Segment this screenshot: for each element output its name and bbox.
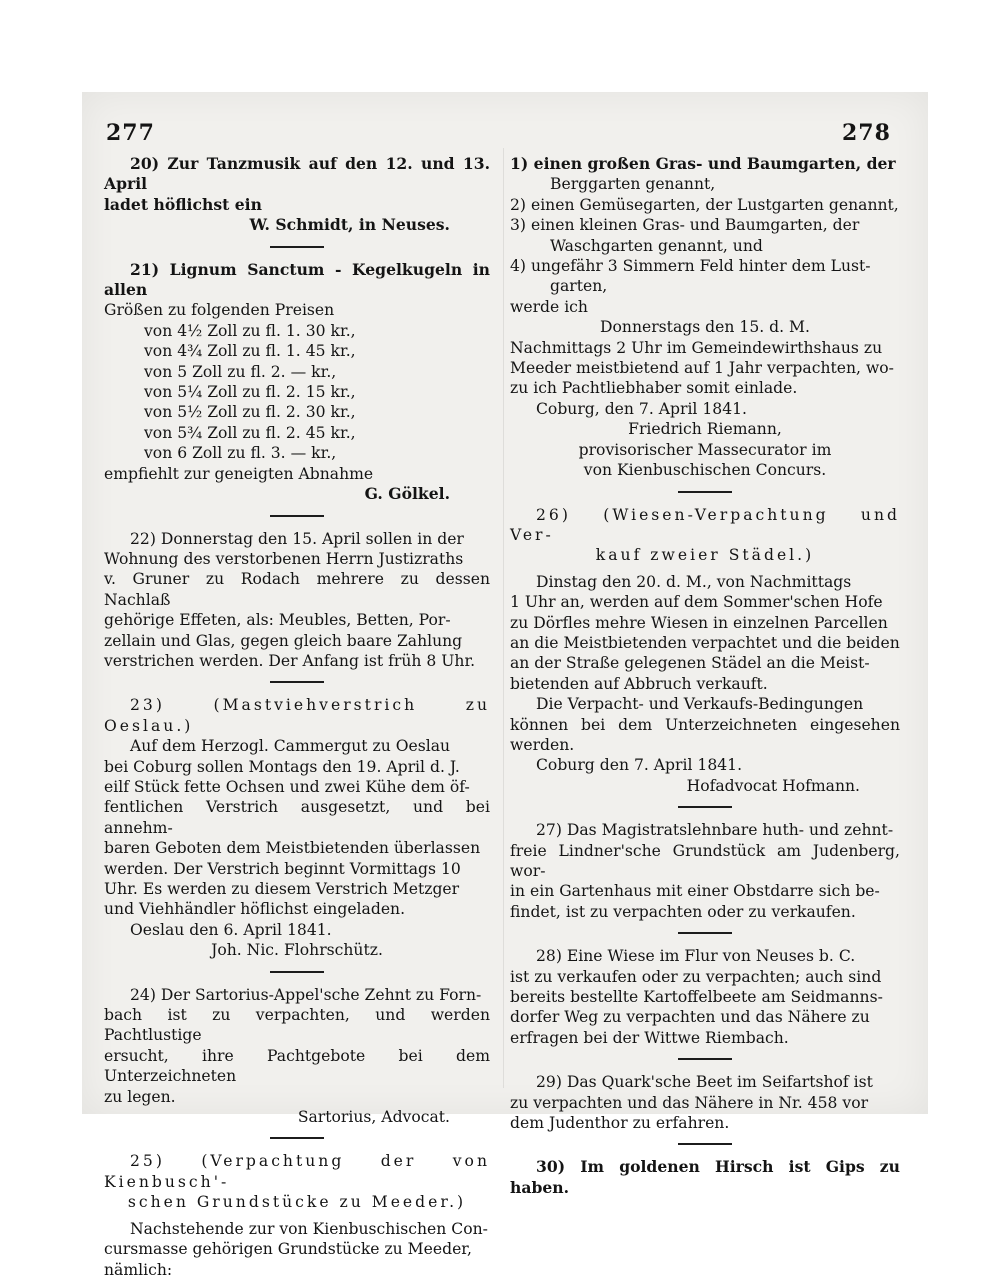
divider <box>678 1143 732 1145</box>
notice-24-line: bach ist zu verpachten, und werden Pachtlustige <box>104 1006 490 1045</box>
notice-25-line: zu ich Pachtliebhaber somit einlade. <box>510 379 798 398</box>
notice-21-signature: G. Gölkel. <box>364 484 450 504</box>
notice-23-signature: Joh. Nic. Flohrschütz. <box>211 941 383 960</box>
notice-22-line: Wohnung des verstorbenen Herrn Justizraths <box>104 549 464 568</box>
notice-21-line: empfiehlt zur geneigten Abnahme <box>104 464 374 483</box>
divider <box>270 681 324 683</box>
price-list-item: von 6 Zoll zu fl. 3. — kr., <box>144 444 337 463</box>
divider <box>678 806 732 808</box>
notice-26-line: zu Dörfles mehre Wiesen in einzelnen Parcellen <box>510 613 888 632</box>
notice-26-line: Dinstag den 20. d. M., von Nachmittags <box>536 572 852 591</box>
notice-25 <box>104 1151 490 1279</box>
divider <box>678 1058 732 1060</box>
notice-25-date-heading: Donnerstags den 15. d. M. <box>600 318 810 337</box>
notice-22-line: 22) Donnerstag den 15. April sollen in der <box>130 529 464 548</box>
price-list-item: von 5¼ Zoll zu fl. 2. 15 kr., <box>144 383 356 402</box>
notice-20-line: 20) Zur Tanzmusik auf den 12. und 13. April <box>104 154 490 194</box>
notice-26-heading: kauf zweier Städel.) <box>595 546 815 565</box>
page-number-right: 278 <box>842 120 891 146</box>
notice-24-line: 24) Der Sartorius-Appel'sche Zehnt zu Forn- <box>130 985 482 1004</box>
notice-29-line: dem Judenthor zu erfahren. <box>510 1114 730 1133</box>
notice-25-line: Meeder meistbietend auf 1 Jahr verpachten, wo- <box>510 359 894 378</box>
notice-21-line: 21) Lignum Sanctum - Kegelkugeln in allen <box>104 259 490 300</box>
notice-23-line: bei Coburg sollen Montags den 19. April d. J. <box>104 757 460 776</box>
notice-24-signature: Sartorius, Advocat. <box>297 1108 450 1127</box>
notice-23-line: Uhr. Es werden zu diesem Verstrich Metzger <box>104 880 460 898</box>
notice-25-line: Nachstehende zur von Kienbuschischen Con- <box>130 1219 488 1238</box>
notice-23-line: baren Geboten dem Meistbietenden überlassen <box>104 839 481 858</box>
notice-29-line: zu verpachten und das Nähere in Nr. 458 vor <box>510 1093 869 1112</box>
page-number-left: 277 <box>106 120 155 146</box>
notice-22 <box>104 529 490 672</box>
notice-25-line: Nachmittags 2 Uhr im Gemeindewirthshaus zu <box>510 338 883 357</box>
notice-25-heading: schen Grundstücke zu Meeder.) <box>127 1193 467 1212</box>
price-list-item: von 4½ Zoll zu fl. 1. 30 kr., <box>144 321 356 340</box>
divider <box>678 491 732 493</box>
notice-20-line: ladet höflichst ein <box>104 194 262 214</box>
notice-27-line: in ein Gartenhaus mit einer Obstdarre sich be- <box>510 882 880 901</box>
notice-20-signature: W. Schmidt, in Neuses. <box>249 215 450 235</box>
notice-22-line: gehörige Effeten, als: Meubles, Betten, Por- <box>104 611 451 630</box>
price-list-item: von 5½ Zoll zu fl. 2. 30 kr., <box>144 403 356 422</box>
notice-28 <box>510 946 900 1048</box>
notice-25-date: Coburg, den 7. April 1841. <box>536 399 748 418</box>
notice-28-line: erfragen bei der Wittwe Riembach. <box>510 1028 789 1047</box>
notice-26-line: an die Meistbietenden verpachtet und die beiden <box>510 633 900 652</box>
notice-28-line: 28) Eine Wiese im Flur von Neuses b. C. <box>536 947 856 966</box>
parcel-item: 4) ungefähr 3 Simmern Feld hinter dem Lust- <box>510 257 871 276</box>
notice-25-signature: von Kienbuschischen Concurs. <box>583 461 827 480</box>
column-gutter <box>503 148 504 1088</box>
price-list-item: von 5¾ Zoll zu fl. 2. 45 kr., <box>144 423 356 442</box>
notice-22-line: v. Gruner zu Rodach mehrere zu dessen Nachlaß <box>104 570 490 609</box>
parcel-item: Waschgarten genannt, und <box>550 236 763 255</box>
notice-26-line: an der Straße gelegenen Städel an die Meist- <box>510 654 870 673</box>
notice-26-signature: Hofadvocat Hofmann. <box>686 776 860 795</box>
notice-23-line: eilf Stück fette Ochsen und zwei Kühe dem öf- <box>104 777 470 796</box>
notice-26-line: 1 Uhr an, werden auf dem Sommer'schen Hofe <box>510 593 883 612</box>
notice-28-line: dorfer Weg zu verpachten und das Nähere zu <box>510 1008 870 1027</box>
parcel-item: 3) einen kleinen Gras- und Baumgarten, der <box>510 216 860 235</box>
notice-23-line: fentlichen Verstrich ausgesetzt, und bei annehm- <box>104 798 490 837</box>
right-column <box>510 154 900 1198</box>
notice-25-line: nämlich: <box>104 1260 173 1279</box>
notice-29 <box>510 1072 900 1133</box>
notice-27-line: 27) Das Magistratslehnbare huth- und zehnt- <box>536 821 894 840</box>
notice-26 <box>510 505 900 797</box>
notice-29-line: 29) Das Quark'sche Beet im Seifartshof ist <box>536 1073 873 1092</box>
notice-23 <box>104 695 490 960</box>
notice-23-line: werden. Der Verstrich beginnt Vormittags 10 <box>104 859 461 878</box>
notice-24-line: zu legen. <box>104 1087 176 1106</box>
divider <box>678 932 732 934</box>
parcel-item: 2) einen Gemüsegarten, der Lustgarten genannt, <box>510 195 899 214</box>
divider <box>270 971 324 973</box>
divider <box>270 246 324 248</box>
price-list-item: von 4¾ Zoll zu fl. 1. 45 kr., <box>144 342 356 361</box>
notice-25-line: cursmasse gehörigen Grundstücke zu Meeder, <box>104 1240 473 1259</box>
notice-24-line: ersucht, ihre Pachtgebote bei dem Unterzeichneten <box>104 1046 490 1086</box>
notice-20 <box>104 154 490 236</box>
notice-26-line: Die Verpacht- und Verkaufs-Bedingungen <box>536 695 864 714</box>
notice-23-heading: 23) (Mastviehverstrich zu Oeslau.) <box>104 696 490 735</box>
divider <box>270 1137 324 1139</box>
notice-27-line: findet, ist zu verpachten oder zu verkaufen. <box>510 902 856 921</box>
price-list <box>104 321 490 464</box>
notice-23-date: Oeslau den 6. April 1841. <box>130 920 332 939</box>
notice-25-signature: provisorischer Massecurator im <box>578 440 832 459</box>
notice-26-heading: 26) (Wiesen-Verpachtung und Ver- <box>510 505 900 544</box>
notice-27-line: freie Lindner'sche Grundstück am Judenberg, wor- <box>510 841 900 880</box>
notice-25-heading: 25) (Verpachtung der von Kienbusch'- <box>104 1152 490 1191</box>
divider <box>270 515 324 517</box>
parcel-item: Berggarten genannt, <box>550 175 716 194</box>
left-column <box>104 154 490 1280</box>
notice-25-signature: Friedrich Riemann, <box>628 420 782 439</box>
notice-30-line: 30) Im goldenen Hirsch ist Gips zu haben. <box>510 1157 900 1197</box>
notice-21 <box>104 260 490 505</box>
parcel-item: 1) einen großen Gras- und Baumgarten, der <box>510 154 896 173</box>
notice-22-line: zellain und Glas, gegen gleich baare Zahlung <box>104 631 463 650</box>
notice-25-line: werde ich <box>510 297 588 316</box>
notice-26-line: können bei dem Unterzeichneten eingesehen werden. <box>510 715 900 754</box>
notice-21-line: Größen zu folgenden Preisen <box>104 301 335 320</box>
price-list-item: von 5 Zoll zu fl. 2. — kr., <box>144 362 337 381</box>
notice-26-line: bietenden auf Abbruch verkauft. <box>510 674 768 693</box>
notice-27 <box>510 820 900 922</box>
notice-28-line: ist zu verkaufen oder zu verpachten; auch sind <box>510 967 882 986</box>
notice-24 <box>104 985 490 1128</box>
notice-22-line: verstrichen werden. Der Anfang ist früh 8 Uhr. <box>104 651 476 670</box>
notice-23-line: Auf dem Herzogl. Cammergut zu Oeslau <box>130 737 451 756</box>
notice-23-line: und Viehhändler höflichst eingeladen. <box>104 900 406 919</box>
notice-26-date: Coburg den 7. April 1841. <box>536 756 743 775</box>
notice-25-continued <box>510 154 900 481</box>
parcel-item: garten, <box>550 277 608 296</box>
notice-30 <box>510 1157 900 1198</box>
notice-28-line: bereits bestellte Kartoffelbeete am Seidmanns- <box>510 988 883 1007</box>
